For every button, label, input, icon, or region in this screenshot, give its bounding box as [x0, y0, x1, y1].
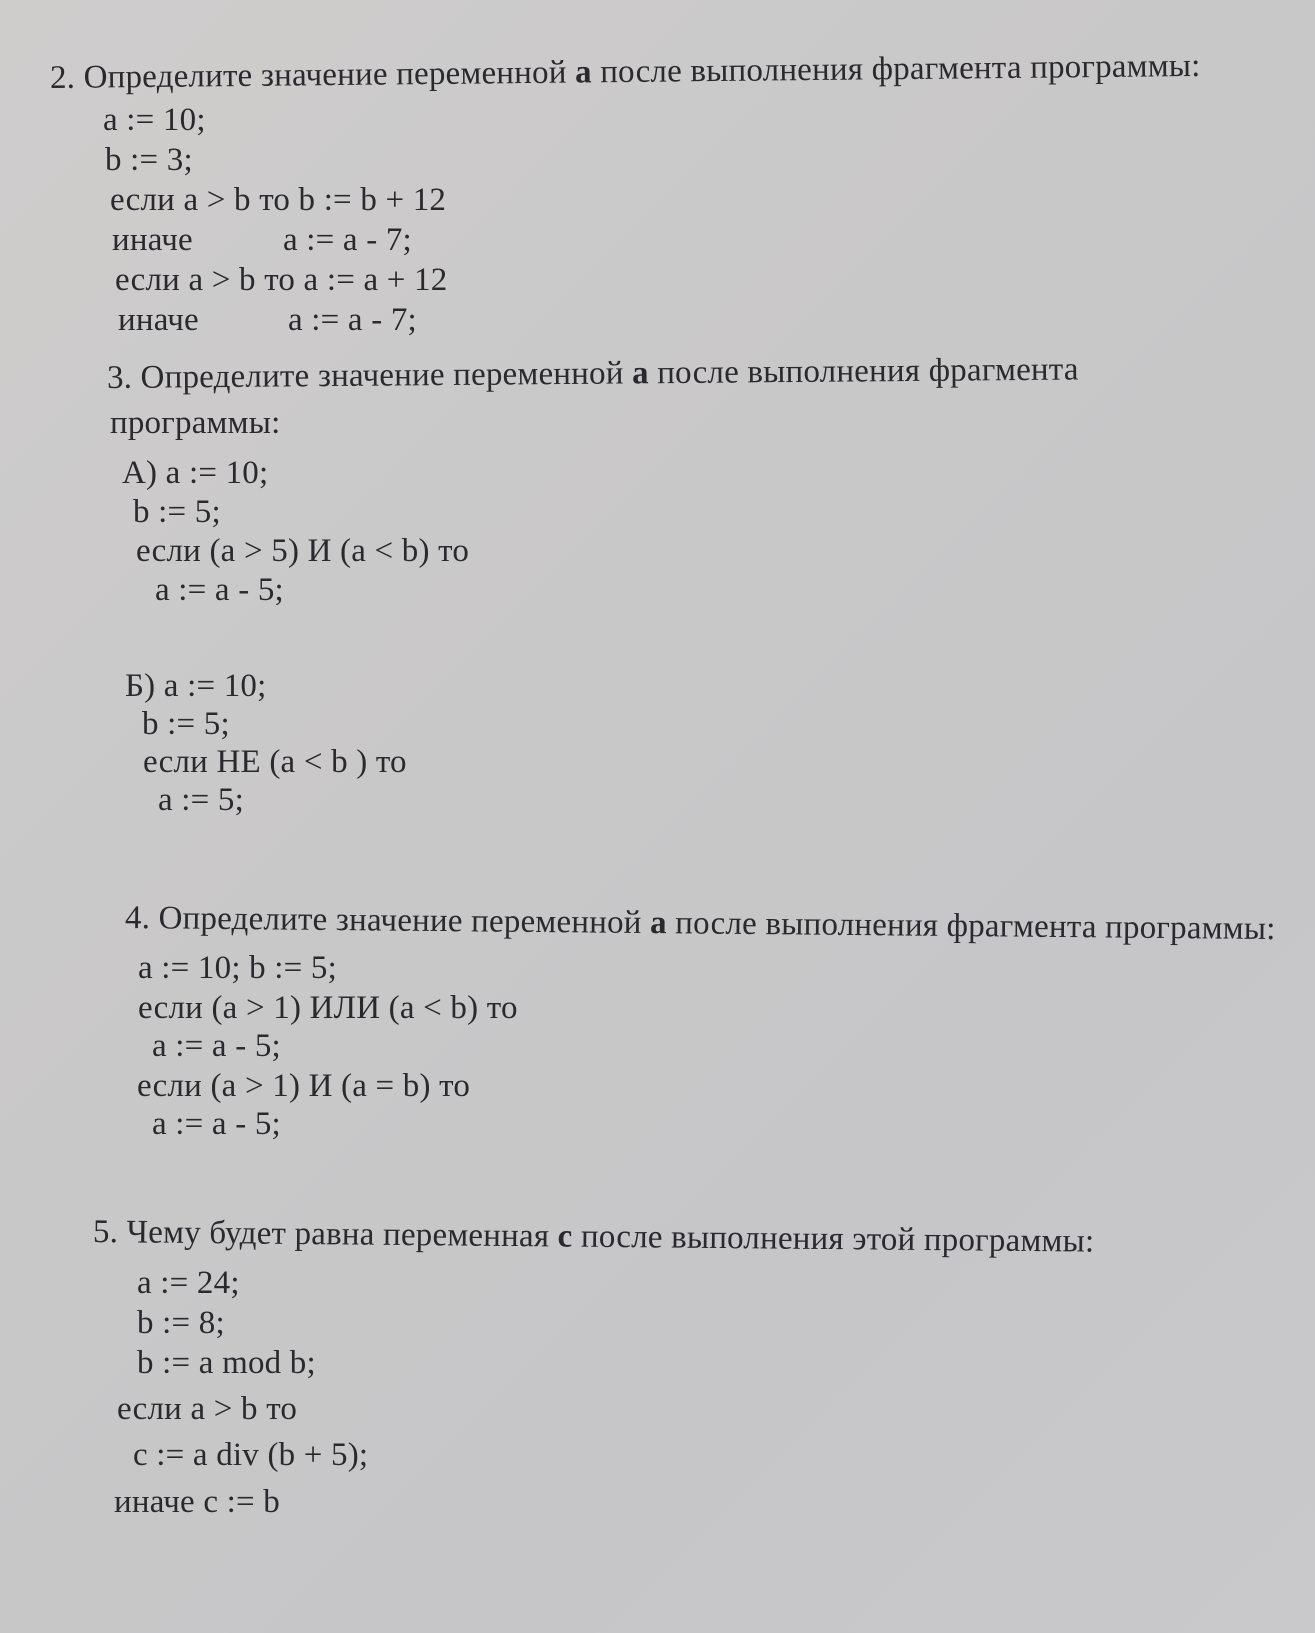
- variable-name: a: [631, 355, 649, 392]
- variable-name: c: [557, 1218, 573, 1255]
- code-line: если a > b то b := b + 12: [110, 182, 447, 218]
- variable-name: a: [649, 905, 667, 942]
- code-line: a := a - 5;: [155, 572, 284, 608]
- code-line: b := 3;: [105, 142, 193, 178]
- code-line: Б) a := 10;: [125, 668, 267, 704]
- task-4-heading: 4. Определите значение переменной a после выполнения фрагмента программы:: [124, 900, 1276, 948]
- task-5-heading: 5. Чему будет равна переменная c после выполнения этой программы:: [92, 1214, 1095, 1260]
- code-line: иначе: [112, 222, 193, 258]
- code-line: a := a - 7;: [283, 222, 412, 258]
- code-line: если (a > 1) ИЛИ (a < b) то: [138, 990, 518, 1026]
- code-line: если a > b то a := a + 12: [115, 262, 448, 298]
- code-line: b := 5;: [133, 494, 221, 530]
- task-2-heading: 2. Определите значение переменной a после выполнения фрагмента программы:: [49, 47, 1201, 96]
- code-line: если НЕ (a < b ) то: [143, 744, 407, 780]
- code-line: a := a - 5;: [152, 1028, 281, 1064]
- code-line: a := a - 7;: [288, 302, 417, 338]
- task-3-heading-line2: программы:: [110, 405, 281, 441]
- code-line: b := 8;: [137, 1305, 225, 1341]
- code-line: b := a mod b;: [137, 1345, 316, 1381]
- code-line: a := 24;: [137, 1265, 240, 1301]
- code-line: если a > b то: [117, 1391, 298, 1427]
- code-line: a := 10; b := 5;: [138, 950, 337, 986]
- code-line: если (a > 1) И (a = b) то: [137, 1068, 471, 1104]
- code-line: c := a div (b + 5);: [133, 1437, 369, 1473]
- variable-name: a: [574, 54, 592, 91]
- code-line: если (a > 5) И (a < b) то: [136, 533, 470, 569]
- code-line: иначе c := b: [114, 1484, 280, 1520]
- code-line: a := 10;: [103, 102, 206, 138]
- task-3-heading: 3. Определите значение переменной a после выполнения фрагмента: [106, 351, 1079, 396]
- code-line: А) a := 10;: [122, 455, 269, 491]
- code-line: иначе: [118, 302, 199, 338]
- code-line: a := 5;: [158, 782, 244, 818]
- code-line: b := 5;: [142, 706, 230, 742]
- code-line: a := a - 5;: [152, 1106, 281, 1142]
